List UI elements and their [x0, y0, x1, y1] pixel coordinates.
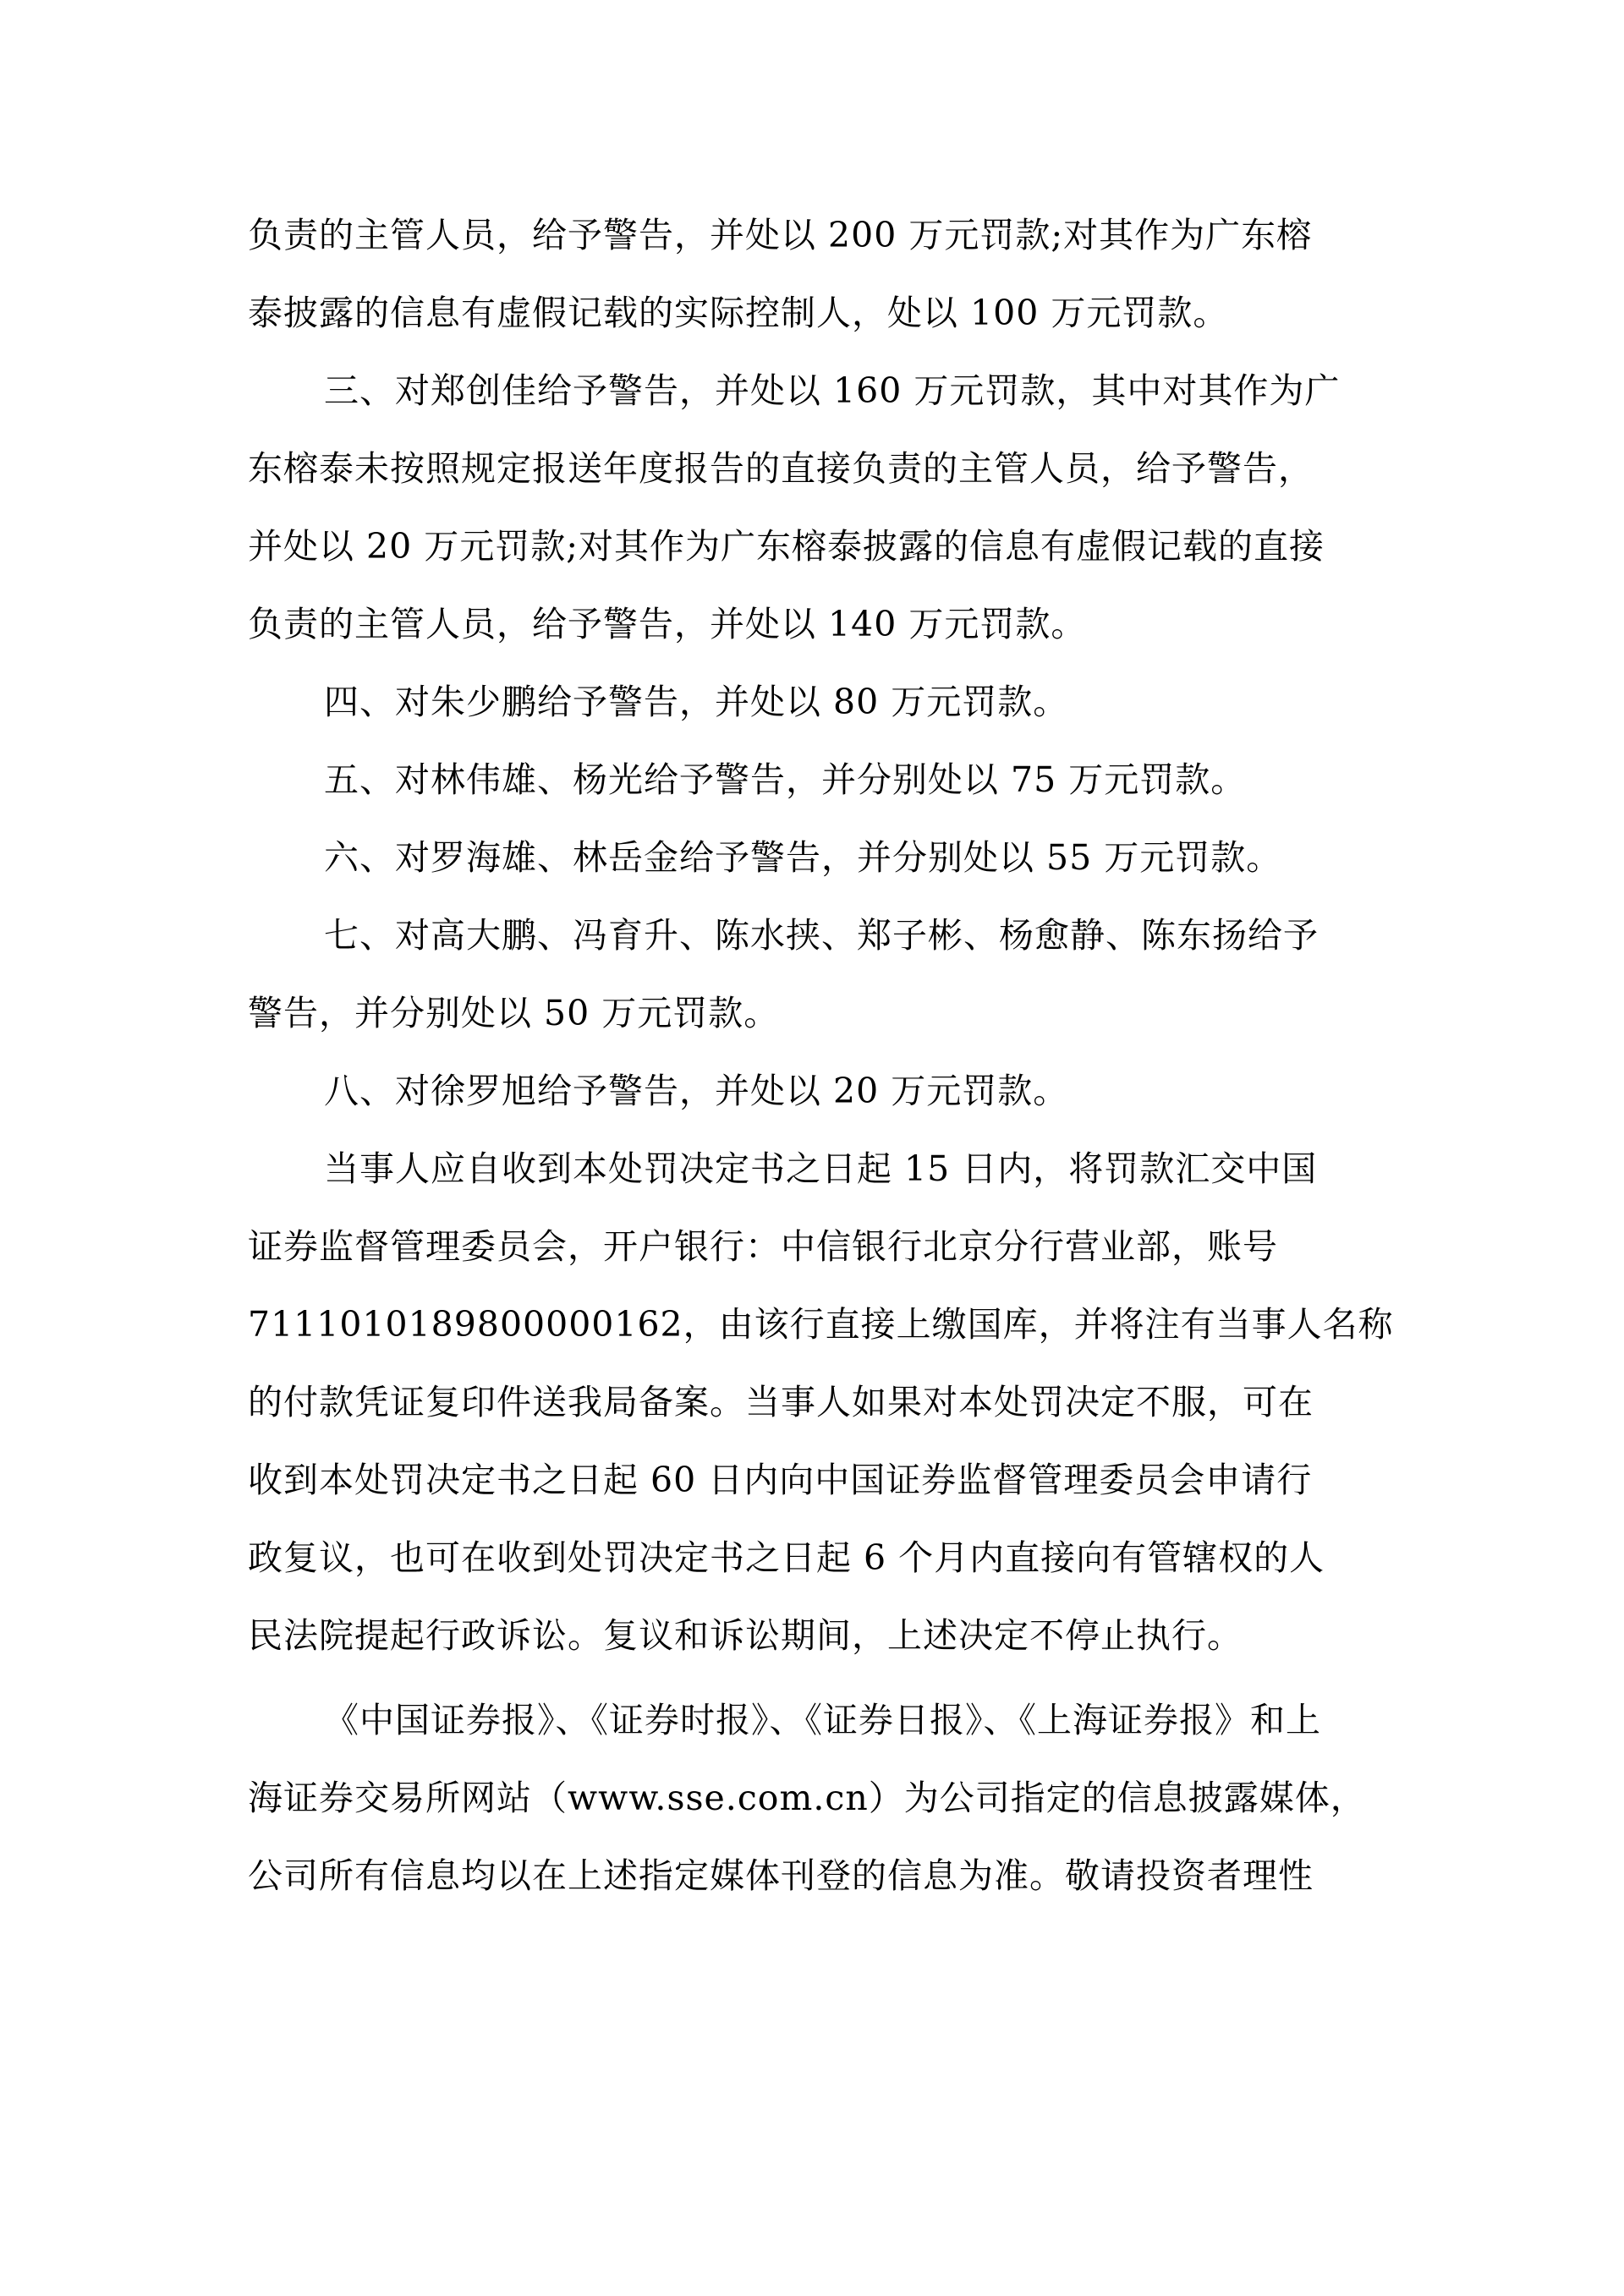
- text-line: 四、对朱少鹏给予警告，并处以 80 万元罚款。: [324, 682, 1069, 722]
- text-line: 海证券交易所网站（www.sse.com.cn）为公司指定的信息披露媒体，: [248, 1778, 1366, 1818]
- text-line: 警告，并分别处以 50 万元罚款。: [248, 993, 780, 1033]
- paragraph-item-8: [248, 1052, 1390, 1130]
- paragraph-payment-instructions: [248, 1130, 1394, 1674]
- paragraph-disclosure-media: [248, 1681, 1390, 1915]
- text-line: 八、对徐罗旭给予警告，并处以 20 万元罚款。: [324, 1071, 1069, 1111]
- paragraph-item-7: [248, 896, 1390, 1052]
- text-line: 的付款凭证复印件送我局备案。当事人如果对本处罚决定不服，可在: [248, 1382, 1314, 1422]
- paragraph-item-6: [248, 819, 1390, 896]
- text-line: 证券监督管理委员会，开户银行：中信银行北京分行营业部，账号: [248, 1226, 1278, 1267]
- text-line: 政复议，也可在收到处罚决定书之日起 6 个月内直接向有管辖权的人: [248, 1537, 1325, 1578]
- paragraph-item-4: [248, 663, 1390, 741]
- text-line: 负责的主管人员，给予警告，并处以 200 万元罚款;对其作为广东榕: [248, 215, 1313, 255]
- text-line: 当事人应自收到本处罚决定书之日起 15 日内，将罚款汇交中国: [324, 1148, 1318, 1189]
- text-line: 五、对林伟雄、杨光给予警告，并分别处以 75 万元罚款。: [324, 759, 1247, 800]
- paragraph-item-3: [248, 352, 1390, 663]
- text-line: 七、对高大鹏、冯育升、陈水挟、郑子彬、杨愈静、陈东扬给予: [324, 915, 1319, 956]
- text-line: 公司所有信息均以在上述指定媒体刊登的信息为准。敬请投资者理性: [248, 1855, 1314, 1896]
- text-line: 负责的主管人员，给予警告，并处以 140 万元罚款。: [248, 604, 1087, 644]
- text-line: 民法院提起行政诉讼。复议和诉讼期间，上述决定不停止执行。: [248, 1615, 1243, 1656]
- text-line: 六、对罗海雄、林岳金给予警告，并分别处以 55 万元罚款。: [324, 837, 1282, 878]
- text-line: 并处以 20 万元罚款;对其作为广东榕泰披露的信息有虚假记载的直接: [248, 526, 1325, 567]
- paragraph-item-2-continuation: [248, 196, 1390, 352]
- text-line: 三、对郑创佳给予警告，并处以 160 万元罚款，其中对其作为广: [324, 370, 1341, 411]
- paragraph-item-5: [248, 741, 1390, 819]
- text-line: 泰披露的信息有虚假记载的实际控制人，处以 100 万元罚款。: [248, 293, 1229, 333]
- text-line: 东榕泰未按照规定报送年度报告的直接负责的主管人员，给予警告，: [248, 448, 1314, 489]
- text-line: 7111010189800000162，由该行直接上缴国库，并将注有当事人名称: [248, 1304, 1394, 1345]
- text-line: 《中国证券报》、《证券时报》、《证券日报》、《上海证券报》和上: [324, 1700, 1321, 1740]
- text-line: 收到本处罚决定书之日起 60 日内向中国证券监督管理委员会申请行: [248, 1460, 1313, 1500]
- document-body: [248, 196, 1394, 1915]
